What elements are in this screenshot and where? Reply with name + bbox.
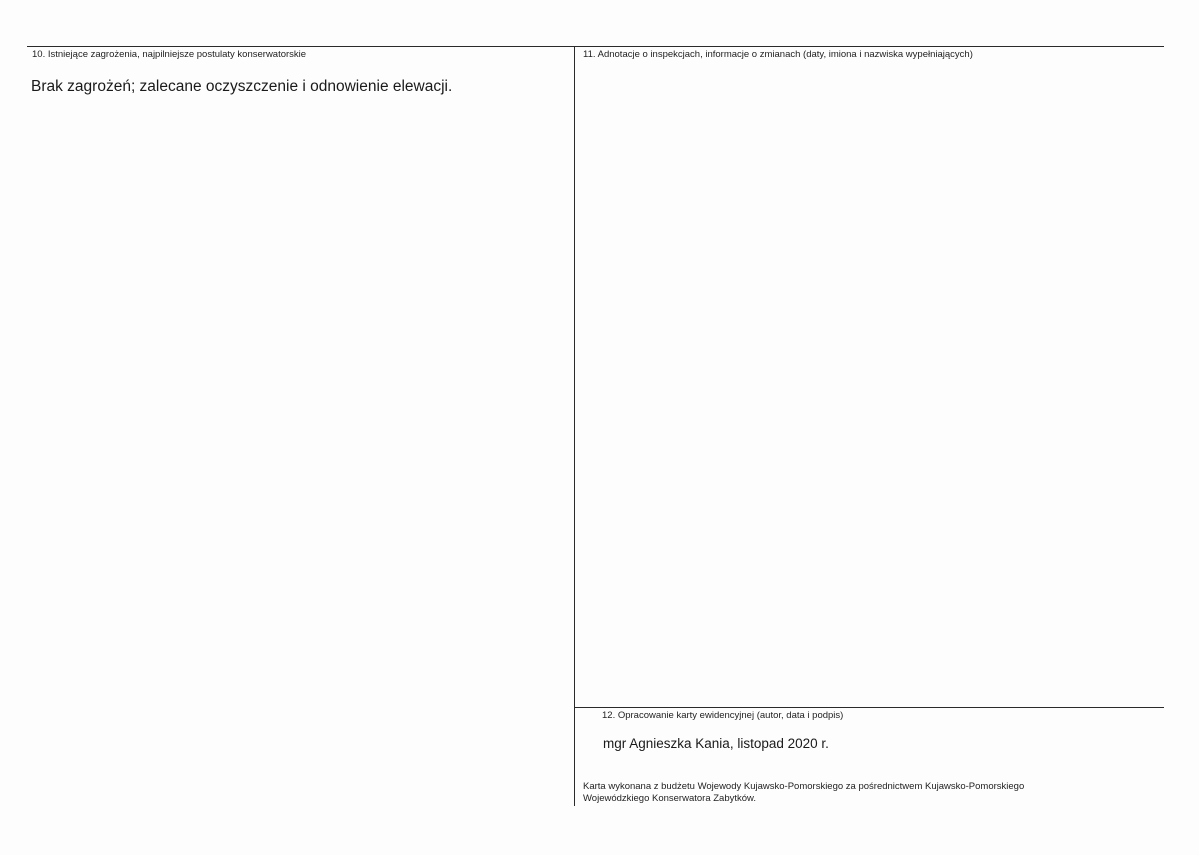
funding-footnote-line-2: Wojewódzkiego Konserwatora Zabytków. [583, 793, 757, 804]
section-10-label: 10. Istniejące zagrożenia, najpilniejsze postulaty konserwatorskie [32, 49, 307, 60]
section-12-rule [574, 707, 1164, 708]
section-10-content: Brak zagrożeń; zalecane oczyszczenie i odnowienie elewacji. [31, 78, 453, 95]
funding-footnote-line-1: Karta wykonana z budżetu Wojewody Kujawsko-Pomorskiego za pośrednictwem Kujawsko-Pomorskiego [583, 781, 1025, 792]
section-12-label: 12. Opracowanie karty ewidencyjnej (autor, data i podpis) [602, 710, 844, 721]
funding-footnote [583, 781, 1024, 805]
section-12-content: mgr Agnieszka Kania, listopad 2020 r. [603, 736, 829, 751]
column-divider [574, 46, 575, 806]
top-rule [27, 46, 1164, 47]
section-11-label: 11. Adnotacje o inspekcjach, informacje o zmianach (daty, imiona i nazwiska wypełniających) [583, 49, 973, 60]
